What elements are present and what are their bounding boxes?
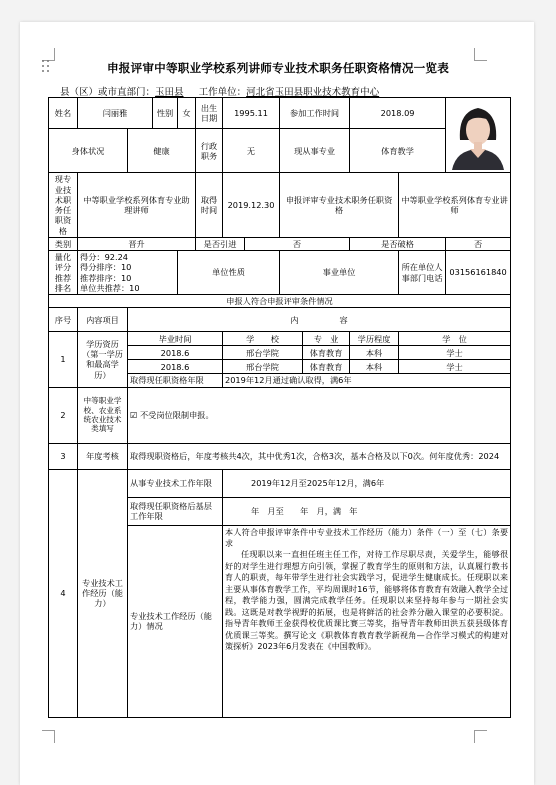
edu-major: 体育教育: [303, 360, 350, 374]
county-label: 县（区）或市直部门：: [60, 87, 156, 98]
birth-label: 出生日期: [196, 98, 223, 129]
name-label: 姓名: [49, 98, 78, 129]
qualification-table: [48, 97, 511, 718]
edu-degree: 学士: [399, 360, 511, 374]
crop-mark: [42, 730, 55, 743]
gender-value: 女: [178, 98, 196, 129]
edu-col-level: 学历程度: [350, 332, 399, 346]
work-period-value: 2019年12月至2025年12月，满6年: [223, 469, 511, 497]
unit-value: 河北省玉田县职业技术教育中心: [246, 87, 380, 98]
edu-grad-time: 2018.6: [128, 346, 223, 360]
page-title: 申报评审中等职业学校系列讲师专业技术职务任职资格情况一览表: [106, 61, 450, 75]
gender-label: 性别: [153, 98, 178, 129]
hr-phone-label: 所在单位人事部门电话: [399, 251, 446, 295]
name-value: 闫丽雅: [78, 98, 153, 129]
category-label: 类别: [49, 237, 78, 250]
health-label: 身体状况: [49, 129, 128, 173]
edu-grad-time: 2018.6: [128, 360, 223, 374]
current-major-label: 现从事专业: [280, 129, 350, 173]
unit-nature-label: 单位性质: [178, 251, 280, 295]
edu-degree: 学士: [399, 346, 511, 360]
birth-value: 1995.11: [223, 98, 280, 129]
work-period-label: 从事专业技术工作年限: [128, 469, 223, 497]
section-title: 申报人符合申报评审条件情况: [49, 295, 511, 308]
item1-name: 学历资历（第一学历和最高学历）: [78, 332, 128, 387]
item2-seq: 2: [49, 387, 78, 443]
experience-heading: 本人符合申报评审条件中专业技术工作经历（能力）条件（一）至（七）条要求: [225, 526, 509, 548]
item-header: 内容项目: [78, 308, 128, 332]
score-line: 单位共推荐：10: [80, 282, 140, 293]
edu-col-degree: 学 位: [399, 332, 511, 346]
item4-name: 专业技术工作经历（能力）: [78, 469, 128, 717]
apply-title-value: 中等职业学校系列体育专业讲师: [399, 173, 511, 238]
tenure-years-label: 取得现任职资格年限: [128, 374, 223, 387]
current-title-label: 现专业技术职务任职资格: [49, 173, 78, 238]
admin-duty-value: 无: [223, 129, 280, 173]
unit-nature-value: 事业单位: [280, 251, 399, 295]
apply-title-label: 申报评审专业技术职务任职资格: [280, 173, 399, 238]
exceptional-label: 是否破格: [350, 237, 446, 250]
obtain-time-value: 2019.12.30: [223, 173, 280, 238]
exceptional-value: 否: [446, 237, 511, 250]
applicant-photo: [446, 98, 511, 173]
item3-seq: 3: [49, 443, 78, 469]
crop-mark: [474, 730, 487, 743]
edu-col-grad-time: 毕业时间: [128, 332, 223, 346]
edu-school: 邢台学院: [223, 346, 303, 360]
score-rank-label: 量化评分推荐排名: [49, 251, 78, 295]
health-value: 健康: [128, 129, 196, 173]
grassroots-years-value: 年 月至 年 月，满 年: [223, 497, 511, 525]
tenure-years-value: 2019年12月通过确认取得，满6年: [223, 374, 511, 387]
experience-value: [223, 525, 511, 717]
content-header: 内 容: [128, 308, 511, 332]
current-major-value: 体育教学: [350, 129, 446, 173]
header-meta: [60, 84, 500, 98]
seq-header: 序号: [49, 308, 78, 332]
experience-label: 专业技术工作经历（能力）情况: [128, 525, 223, 717]
grassroots-years-label: 取得现任职资格后基层工作年限: [128, 497, 223, 525]
item2-value: ☑ 不受岗位限制申报。: [128, 387, 511, 443]
unit-label: 工作单位：: [198, 87, 247, 98]
work-start-value: 2018.09: [350, 98, 446, 129]
score-rank-value: [78, 251, 178, 295]
item3-name: 年度考核: [78, 443, 128, 469]
category-value: 晋升: [78, 237, 196, 250]
score-line: 推荐排序：10: [80, 272, 132, 283]
current-title-value: 中等职业学校系列体育专业助理讲师: [78, 173, 196, 238]
experience-body: 任现职以来一直担任班主任工作，对待工作尽职尽责，关爱学生，能够很好的对学生进行理想方向引领，掌握了教育学生的原则和方法，认真履行教书育人的职责，每年带学生进行社会实践学习，促进学生健康成长。任现职以来主要从事体育教学工作，平均周课时16节，能够将体育教育有效融入教学全过程，教学能力强，圆满完成教学任务。任现职以来坚持每年参与一期社会实践。这既是对教学视野的拓展，也是将鲜活的社会养分融入课堂的必要积淀。指导青年教师王金获得校优质课比赛三等奖，指导青年教师田洪五获县级体育优质课三等奖。撰写论文《职教体育教育教学新视角—合作学习模式的构建对策探析》2023年6月发表在《中国教师》。: [225, 549, 509, 652]
county-value: 玉田县: [155, 87, 184, 98]
item4-seq: 4: [49, 469, 78, 717]
edu-school: 邢台学院: [223, 360, 303, 374]
introduced-label: 是否引进: [196, 237, 245, 250]
item3-value: 取得现职资格后，年度考核共4次，其中优秀1次，合格3次，基本合格及以下0次。何年度优秀：2024: [128, 443, 511, 469]
edu-col-major: 专 业: [303, 332, 350, 346]
hr-phone-value: 03156161840: [446, 251, 511, 295]
work-start-label: 参加工作时间: [280, 98, 350, 129]
item1-seq: 1: [49, 332, 78, 387]
edu-level: 本科: [350, 360, 399, 374]
score-line: 得分：92.24: [80, 252, 129, 262]
edu-major: 体育教育: [303, 346, 350, 360]
introduced-value: 否: [245, 237, 350, 250]
edu-level: 本科: [350, 346, 399, 360]
score-line: 得分排序：10: [80, 262, 132, 273]
admin-duty-label: 行政职务: [196, 129, 223, 173]
edu-col-school: 学 校: [223, 332, 303, 346]
obtain-time-label: 取得时间: [196, 173, 223, 238]
item2-name: 中等职业学校、农业系统农业技术类填写: [78, 387, 128, 443]
applicant-photo-image: [446, 98, 510, 170]
